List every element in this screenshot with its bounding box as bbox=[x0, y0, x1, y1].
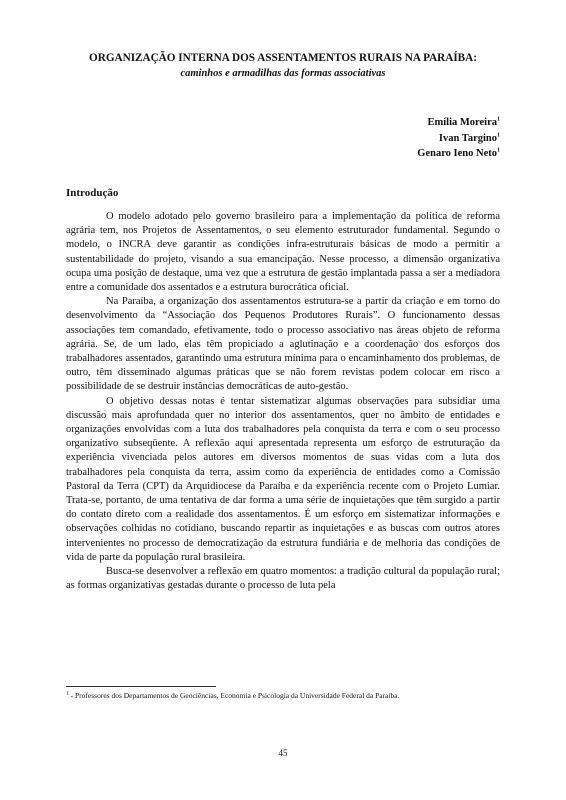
author-name: Emília Moreira bbox=[427, 117, 497, 128]
paragraph: O modelo adotado pelo governo brasileiro para a implementação da política de reforma agrária tem, nos Projetos de Assentamentos, o seu elemento estruturador fundamental. Segundo o modelo, o INCRA deve garantir as condições infra-estruturais básicas de modo a permitir a sustentabilidade do projeto, visando a sua emancipação. Nesse processo, a dimensão organizativa ocupa uma posição de destaque, uma vez que a estrutura de gestão implantada passa a ser a mediadora entre a comunidade dos assentados e a estrutura burocrática oficial. bbox=[66, 211, 500, 294]
footnote bbox=[66, 691, 500, 701]
page-number: 45 bbox=[278, 748, 288, 758]
author bbox=[200, 115, 500, 131]
footnote-text: - Professores dos Departamentos de Geociências, Economia e Psicologia da Universidade Federal da Paraíba. bbox=[68, 691, 400, 700]
footnote-marker: 1 bbox=[497, 147, 500, 154]
paper-subtitle: caminhos e armadilhas das formas associativas bbox=[180, 68, 386, 79]
footnote-separator bbox=[66, 686, 216, 687]
author-list bbox=[200, 115, 500, 162]
paragraph: Na Paraíba, a organização dos assentamentos estrutura-se a partir da criação e em torno do desenvolvimento da “Associação dos Pequenos Produtores Rurais”. O funcionamento dessas associações tem comandado, efetivamente, todo o processo associativo nas áreas objeto de reforma agrária. Se, de um lado, elas têm propiciado a aglutinação e a coordenação dos esforços dos trabalhadores assentados, garantindo uma estrutura mínima para o encaminhamento dos problemas, de outro, têm disseminado algumas práticas que se não forem revistas podem colocar em risco a possibilidade de se destruir instâncias democráticas de auto-gestão. bbox=[66, 296, 500, 393]
footnote-marker: 1 bbox=[66, 690, 69, 697]
author-name: Genaro Ieno Neto bbox=[417, 148, 497, 159]
footnote-marker: 1 bbox=[497, 116, 500, 123]
paragraph: O objetivo dessas notas é tentar sistematizar algumas observações para subsidiar uma discussão mais aprofundada quer no interior dos assentamentos, quer no âmbito de entidades e organizações envolvidas com a luta dos trabalhadores pela conquista da terra e com o seu processo organizativo subseqüente. A reflexão aqui apresentada representa um esforço de estruturação da experiência vivenciada pelos autores em diversos momentos de suas vidas com a luta dos trabalhadores pela conquista da terra, assim como da experiência de entidades como a Comissão Pastoral da Terra (CPT) da Arquidiocese da Paraíba e da experiência recente com o Projeto Lumiar. Trata-se, portanto, de uma tentativa de dar forma a uma série de inquietações que têm surgido a partir do contato direto com a realidade dos assentamentos. É um esforço em sistematizar informações e observações colhidas no cotidiano, buscando repartir as inquietações e as buscas com outros atores intervenientes no processo de democratização da estrutura fundiária e de melhoria das condições de vida de parte da população rural brasileira. bbox=[66, 395, 500, 563]
author-name: Ivan Targino bbox=[438, 132, 497, 144]
body-text bbox=[66, 210, 500, 593]
footnote-marker: 1 bbox=[497, 132, 500, 138]
paragraph: Busca-se desenvolver a reflexão em quatro momentos: a tradição cultural da população rural; as formas organizativas gestadas durante o processo de luta pela bbox=[66, 566, 500, 592]
author bbox=[200, 146, 500, 162]
author bbox=[200, 131, 500, 147]
paper-title: ORGANIZAÇÃO INTERNA DOS ASSENTAMENTOS RURAIS NA PARAÍBA: bbox=[89, 52, 477, 64]
section-heading: Introdução bbox=[66, 187, 119, 199]
